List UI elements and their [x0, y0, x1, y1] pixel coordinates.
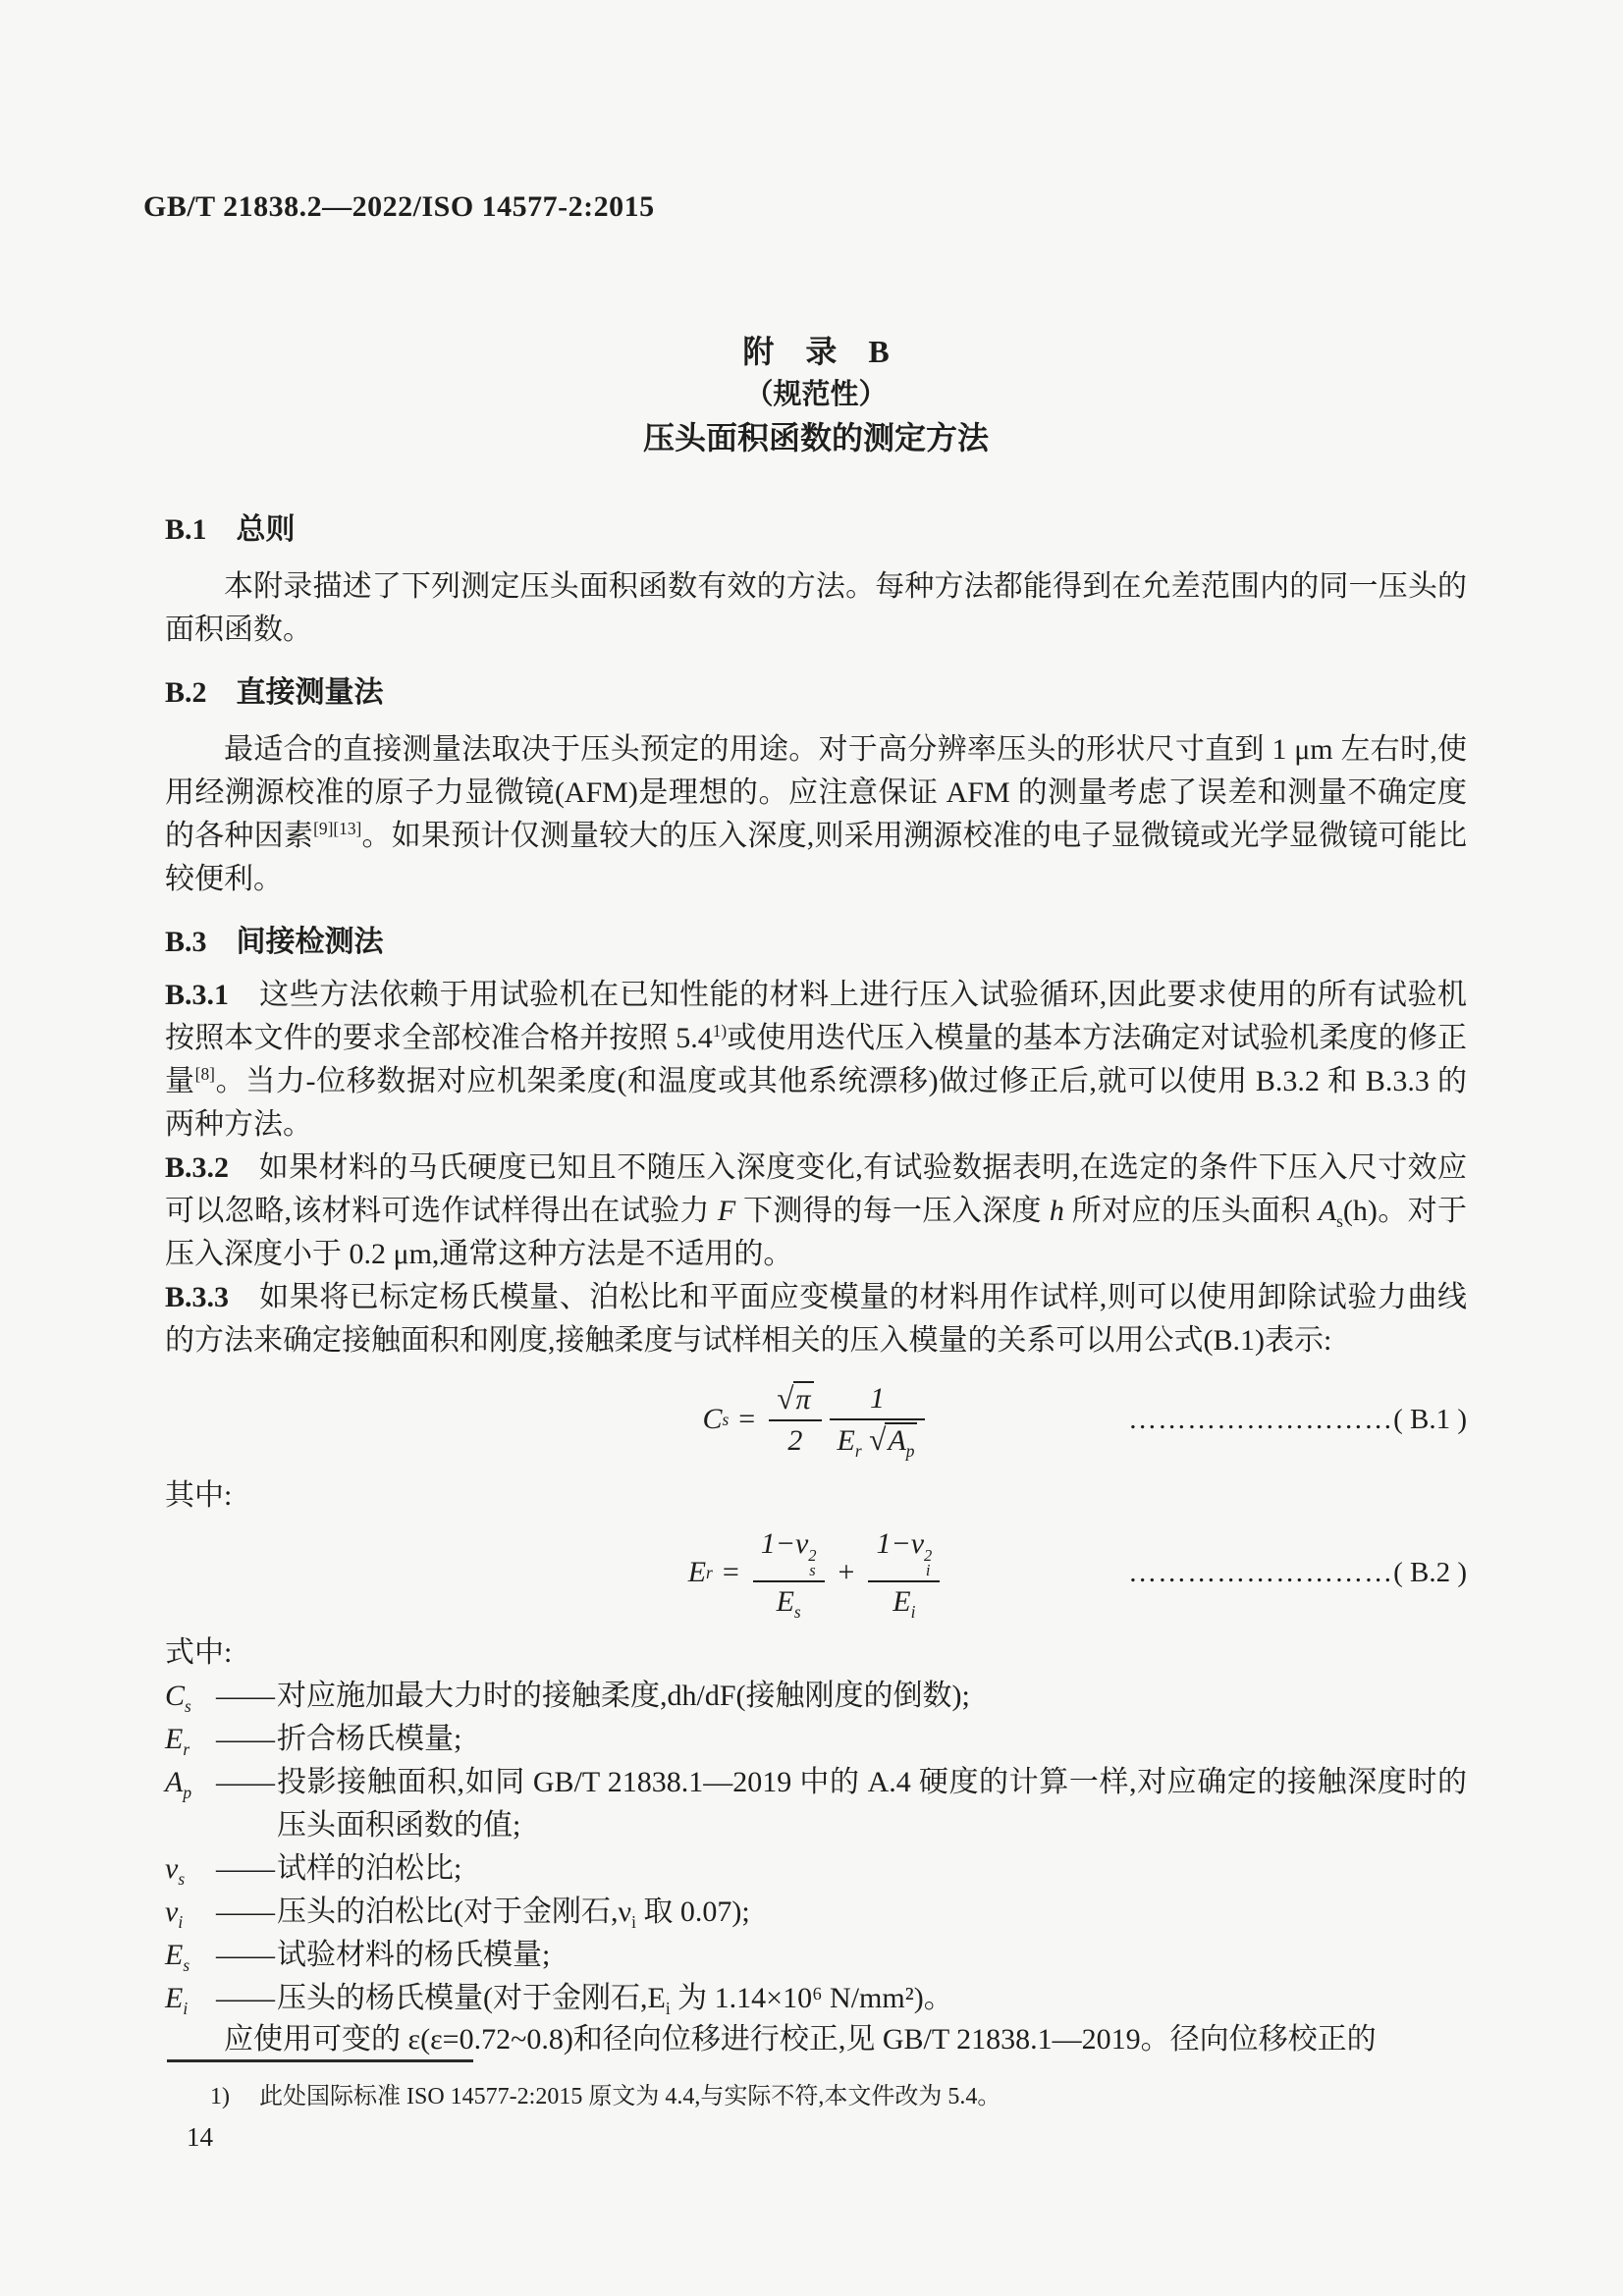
term-definition: 试验材料的杨氏模量;: [277, 1939, 551, 1971]
radicand: [885, 1422, 917, 1461]
math-subscript: i: [183, 1999, 189, 2018]
radical-sign: √: [777, 1380, 794, 1415]
where-label: 其中:: [165, 1479, 233, 1512]
text-run: 下测得的每一压入深度: [735, 1195, 1050, 1227]
term-definition: [277, 1891, 1467, 1934]
equation-label: ( B.2 ): [1393, 1557, 1467, 1588]
term-definition: 对应施加最大力时的接触柔度,dh/dF(接触刚度的倒数);: [277, 1680, 970, 1712]
math-expression: 1−ν: [876, 1526, 925, 1560]
math-variable: A: [1318, 1195, 1337, 1227]
term-item-nui: [165, 1891, 1467, 1934]
paragraph-closing: [165, 2018, 1467, 2061]
math-variable: F: [717, 1195, 736, 1227]
text-run: (h)。对于压入深度小于 0.2 μm,通常这种方法是不适用的。: [165, 1195, 1467, 1270]
math-subscript: r: [183, 1739, 190, 1759]
annex-normative-label: （规范性）: [744, 379, 888, 410]
equation-b1-math: C s = $\frac{√\pi}{2}$ $\frac{1}{E_r √A_p}$: [703, 1382, 930, 1458]
clause-number-b32: B.3.2: [165, 1151, 230, 1184]
term-symbol: [165, 1847, 216, 1891]
term-dash: ——: [216, 1680, 275, 1712]
term-item-ei: [165, 1977, 1467, 2020]
math-subscript: r: [854, 1440, 862, 1461]
term-dash: ——: [216, 1982, 275, 2014]
fraction-denominator: [753, 1582, 825, 1622]
text-run: 如果材料的马氏硬度已知且不随压入深度变化,有试验数据表明,在选定的条件下压入尺寸效应可以忽略,该材料可选作试样得出在试验力: [165, 1151, 1467, 1227]
math-variable: E: [687, 1556, 707, 1588]
fraction-numerator: 1: [830, 1382, 926, 1420]
fraction-denominator: 2: [787, 1423, 803, 1457]
term-definition: 投影接触面积,如同 GB/T 21838.1—2019 中的 A.4 硬度的计算一样,对应确定的接触深度时的压头面积函数的值;: [277, 1766, 1467, 1842]
math-subscript: s: [793, 1601, 801, 1622]
equals-sign: =: [722, 1556, 739, 1588]
fraction: [769, 1382, 821, 1458]
term-item-cs: [165, 1675, 1467, 1718]
math-variable: E: [776, 1584, 794, 1618]
math-subscript: i: [178, 1912, 184, 1932]
math-variable: ν: [165, 1852, 179, 1885]
math-subscript: i: [910, 1601, 916, 1622]
term-item-es: [165, 1934, 1467, 1977]
sub-sup-stack: [924, 1545, 933, 1579]
section-heading-b2: B.2 直接测量法: [165, 676, 384, 709]
math-variable: E: [837, 1423, 855, 1457]
fraction: [868, 1526, 940, 1622]
equation-number-b1: [1128, 1398, 1467, 1441]
clause-number-b33: B.3.3: [165, 1281, 230, 1313]
radical-sign: √: [869, 1421, 887, 1457]
sub-sup-stack: [808, 1545, 817, 1579]
paragraph-b2: [165, 728, 1467, 901]
page-number: 14: [187, 2122, 213, 2152]
text-run: 压头的杨氏模量(对于金刚石,E: [277, 1982, 666, 2014]
text-run: 。当力-位移数据对应机架柔度(和温度或其他系统漂移)做过修正后,就可以使用 B.3.2 和 B.3.3 的两种方法。: [165, 1065, 1468, 1141]
text-run: 。如果预计仅测量较大的压入深度,则采用溯源校准的电子显微镜或光学显微镜可能比较便利。: [165, 820, 1468, 895]
term-definition: 试样的泊松比;: [277, 1852, 462, 1885]
term-definition: 折合杨氏模量;: [277, 1723, 462, 1755]
text-run: 如果将已标定杨氏模量、泊松比和平面应变模量的材料用作试样,则可以使用卸除试验力曲线的方法来确定接触面积和刚度,接触柔度与试样相关的压入模量的关系可以用公式(B.1)表示:: [165, 1281, 1467, 1357]
term-dash: ——: [216, 1939, 275, 1971]
math-subscript: i: [925, 1560, 931, 1579]
text-run: 本附录描述了下列测定压头面积函数有效的方法。每种方法都能得到在允差范围内的同一压头的面积函数。: [165, 570, 1467, 646]
page-content: [165, 330, 1467, 2061]
math-subscript: s: [178, 1869, 186, 1889]
footnote-text: 此处国际标准 ISO 14577-2:2015 原文为 4.4,与实际不符,本文件改为 5.4。: [259, 2084, 1001, 2109]
math-subscript: s: [185, 1696, 191, 1716]
term-item-ap: [165, 1761, 1467, 1847]
math-superscript: 2: [924, 1545, 933, 1565]
term-item-er: [165, 1718, 1467, 1761]
text-run: 或使用迭代压入模量的基本方法确定对试验机柔度的修正量: [165, 1022, 1468, 1097]
text-run: 为 1.14×10⁶ N/mm²)。: [670, 1982, 953, 2014]
math-variable: E: [893, 1584, 911, 1618]
clause-number-b31: B.3.1: [165, 979, 230, 1011]
math-subscript: i: [665, 1999, 671, 2018]
term-symbol: [165, 1718, 216, 1761]
math-variable: C: [165, 1680, 186, 1712]
term-dash: ——: [216, 1896, 275, 1928]
dotted-leader: ………………………: [1128, 1404, 1394, 1435]
paragraph-b32: [165, 1147, 1467, 1276]
equation-b2: [165, 1522, 1467, 1624]
math-expression: 1−ν: [760, 1526, 809, 1560]
text-run: 所对应的压头面积: [1063, 1195, 1319, 1227]
math-variable: E: [165, 1723, 184, 1755]
paragraph-b1: [165, 565, 1467, 652]
math-subscript: s: [183, 1955, 190, 1975]
footnote-marker-superscript: 1): [712, 1021, 728, 1041]
fraction: [753, 1526, 825, 1622]
equation-b2-math: E r = 1−ν 2 s $E_s$ + 1−ν 2 i $E_i$: [688, 1527, 945, 1619]
running-header: GB/T 21838.2—2022/ISO 14577-2:2015: [143, 190, 655, 223]
term-item-nus: [165, 1847, 1467, 1891]
math-variable: E: [165, 1939, 184, 1971]
math-variable: A: [888, 1423, 906, 1457]
equation-number-b2: [1128, 1551, 1467, 1594]
text-run: 这些方法依赖于用试验机在已知性能的材料上进行压入试验循环,因此要求使用的所有试验机按照本文件的要求全部校准合格并按照 5.4: [165, 979, 1467, 1054]
math-subscript: i: [631, 1912, 636, 1932]
equation-label: ( B.1 ): [1393, 1404, 1467, 1435]
math-variable: E: [165, 1982, 184, 2014]
math-subscript: p: [905, 1440, 915, 1461]
equals-sign: =: [738, 1403, 756, 1435]
annex-subject-title: 压头面积函数的测定方法: [642, 420, 989, 455]
fraction-numerator: [753, 1527, 825, 1582]
section-heading-b1: B.1 总则: [165, 513, 296, 546]
math-subscript: s: [1336, 1211, 1343, 1231]
term-dash: ——: [216, 1723, 275, 1755]
fraction-denominator: [868, 1582, 940, 1622]
math-variable: ν: [165, 1896, 179, 1928]
text-run: 最适合的直接测量法取决于压头预定的用途。对于高分辨率压头的形状尺寸直到 1 μm 左右时,使用经溯源校准的原子力显微镜(AFM)是理想的。应注意保证 AFM 的测量考虑了误差和测量不确定度的各种因素: [165, 733, 1467, 852]
paragraph-b33: [165, 1276, 1467, 1362]
footnote-divider: [167, 2059, 473, 2062]
fraction-denominator: [830, 1420, 926, 1461]
fraction-numerator: [868, 1527, 940, 1582]
text-run: 压头的泊松比(对于金刚石,ν: [277, 1896, 632, 1928]
term-symbol: [165, 1891, 216, 1934]
math-variable: A: [165, 1766, 184, 1798]
term-dash: ——: [216, 1852, 275, 1885]
term-symbol: [165, 1675, 216, 1718]
math-variable: C: [702, 1403, 723, 1435]
fraction: [830, 1381, 926, 1461]
footnote: [210, 2081, 1001, 2112]
math-variable: h: [1049, 1195, 1064, 1227]
fraction-numerator: [769, 1382, 821, 1421]
footnote-marker: 1): [210, 2084, 230, 2109]
section-heading-b3: B.3 间接检测法: [165, 926, 384, 958]
term-symbol: [165, 1977, 216, 2020]
annex-title: 附 录 B: [742, 334, 890, 369]
math-subscript: s: [809, 1560, 816, 1579]
text-run: 应使用可变的 ε(ε=0.72~0.8)和径向位移进行校正,见 GB/T 21838.1—2019。径向位移校正的: [224, 2023, 1377, 2056]
plus-sign: +: [838, 1556, 855, 1588]
math-subscript: p: [183, 1783, 192, 1802]
dotted-leader: ………………………: [1128, 1557, 1394, 1588]
term-symbol: [165, 1934, 216, 1977]
reference-superscript: [9][13]: [313, 819, 362, 838]
term-definition: [277, 1977, 1467, 2020]
term-dash: ——: [216, 1766, 275, 1798]
terms-label: 式中:: [165, 1636, 233, 1669]
paragraph-b31: [165, 974, 1467, 1147]
radicand: π: [793, 1381, 814, 1415]
equation-b1: [165, 1370, 1467, 1468]
math-superscript: 2: [808, 1545, 817, 1565]
text-run: 取 0.07);: [635, 1896, 750, 1928]
term-symbol: [165, 1761, 216, 1847]
reference-superscript: [8]: [194, 1064, 215, 1084]
